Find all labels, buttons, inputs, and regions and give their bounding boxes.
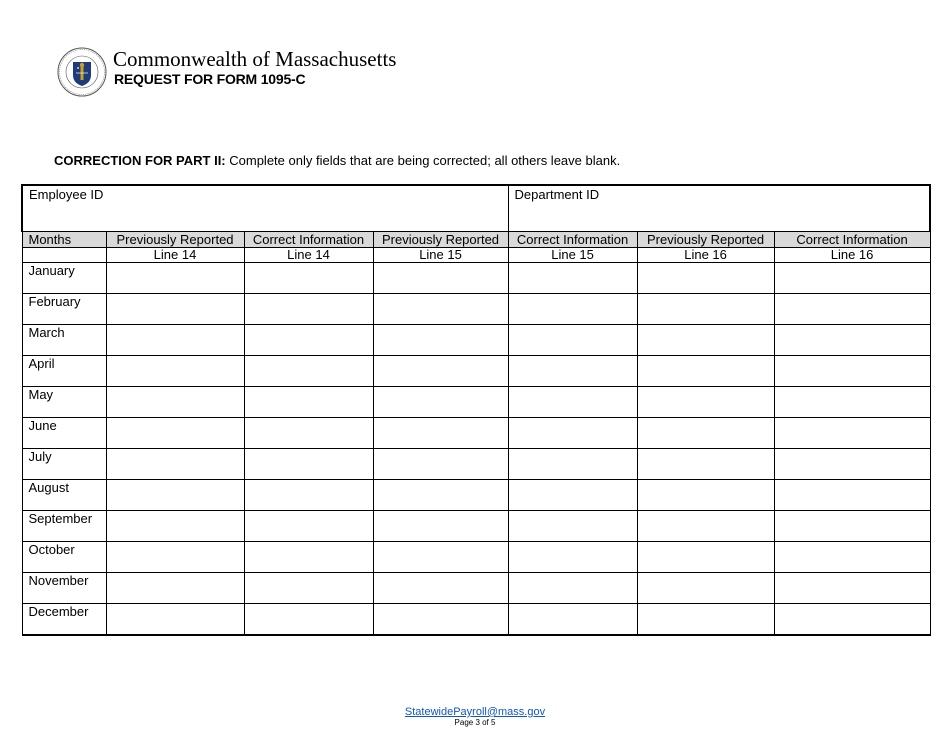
entry-cell[interactable] <box>508 263 637 294</box>
entry-cell[interactable] <box>373 294 508 325</box>
entry-cell[interactable] <box>373 356 508 387</box>
line-number-row <box>22 248 930 263</box>
month-label: December <box>22 604 106 636</box>
month-label: August <box>22 480 106 511</box>
entry-cell[interactable] <box>373 449 508 480</box>
entry-cell[interactable] <box>774 449 930 480</box>
entry-cell[interactable] <box>774 387 930 418</box>
organization-name: Commonwealth of Massachusetts <box>113 47 397 71</box>
entry-cell[interactable] <box>106 511 244 542</box>
entry-cell[interactable] <box>774 480 930 511</box>
month-label: January <box>22 263 106 294</box>
entry-cell[interactable] <box>508 449 637 480</box>
col-header-4: Correct Information <box>508 232 637 248</box>
entry-cell[interactable] <box>373 325 508 356</box>
entry-cell[interactable] <box>106 387 244 418</box>
month-row <box>22 542 930 573</box>
entry-cell[interactable] <box>373 480 508 511</box>
entry-cell[interactable] <box>106 573 244 604</box>
entry-cell[interactable] <box>244 604 373 636</box>
entry-cell[interactable] <box>637 356 774 387</box>
month-label: February <box>22 294 106 325</box>
month-row <box>22 449 930 480</box>
col-header-2: Correct Information <box>244 232 373 248</box>
entry-cell[interactable] <box>508 573 637 604</box>
entry-cell[interactable] <box>106 263 244 294</box>
instruction-text <box>54 153 620 168</box>
entry-cell[interactable] <box>373 573 508 604</box>
entry-cell[interactable] <box>508 387 637 418</box>
entry-cell[interactable] <box>774 604 930 636</box>
footer-email-link[interactable]: StatewidePayroll@mass.gov <box>404 706 546 718</box>
month-label: March <box>22 325 106 356</box>
entry-cell[interactable] <box>106 542 244 573</box>
month-label: April <box>22 356 106 387</box>
entry-cell[interactable] <box>244 573 373 604</box>
entry-cell[interactable] <box>106 325 244 356</box>
entry-cell[interactable] <box>106 356 244 387</box>
entry-cell[interactable] <box>244 449 373 480</box>
entry-cell[interactable] <box>774 263 930 294</box>
id-row <box>22 185 930 232</box>
month-rows <box>22 263 930 636</box>
entry-cell[interactable] <box>637 542 774 573</box>
entry-cell[interactable] <box>244 480 373 511</box>
form-title: REQUEST FOR FORM 1095-C <box>114 71 306 87</box>
correction-table <box>21 184 931 636</box>
col-line-6: Line 16 <box>774 248 930 263</box>
entry-cell[interactable] <box>637 263 774 294</box>
month-row <box>22 573 930 604</box>
month-row <box>22 418 930 449</box>
instruction-body: Complete only fields that are being corrected; all others leave blank. <box>225 153 621 168</box>
employee-id-field[interactable] <box>22 185 508 232</box>
entry-cell[interactable] <box>508 542 637 573</box>
line-blank <box>22 248 106 263</box>
col-header-6: Correct Information <box>774 232 930 248</box>
entry-cell[interactable] <box>508 294 637 325</box>
entry-cell[interactable] <box>774 294 930 325</box>
month-row <box>22 604 930 636</box>
col-line-1: Line 14 <box>106 248 244 263</box>
entry-cell[interactable] <box>774 511 930 542</box>
entry-cell[interactable] <box>637 325 774 356</box>
month-label: October <box>22 542 106 573</box>
month-row <box>22 480 930 511</box>
entry-cell[interactable] <box>373 387 508 418</box>
month-row <box>22 263 930 294</box>
entry-cell[interactable] <box>106 480 244 511</box>
month-row <box>22 387 930 418</box>
entry-cell[interactable] <box>774 542 930 573</box>
month-row <box>22 325 930 356</box>
entry-cell[interactable] <box>244 511 373 542</box>
massachusetts-seal-icon <box>57 47 107 97</box>
entry-cell[interactable] <box>508 356 637 387</box>
column-header-row <box>22 232 930 248</box>
month-label: November <box>22 573 106 604</box>
month-label: June <box>22 418 106 449</box>
entry-cell[interactable] <box>774 356 930 387</box>
entry-cell[interactable] <box>244 356 373 387</box>
instruction-bold: CORRECTION FOR PART II: <box>54 153 226 168</box>
entry-cell[interactable] <box>774 325 930 356</box>
entry-cell[interactable] <box>637 573 774 604</box>
footer-page-number: Page 3 of 5 <box>454 718 496 727</box>
department-id-label: Department ID <box>514 187 600 202</box>
entry-cell[interactable] <box>637 294 774 325</box>
entry-cell[interactable] <box>373 604 508 636</box>
entry-cell[interactable] <box>106 294 244 325</box>
month-row <box>22 511 930 542</box>
entry-cell[interactable] <box>637 387 774 418</box>
months-header: Months <box>22 232 106 248</box>
entry-cell[interactable] <box>774 573 930 604</box>
employee-id-label: Employee ID <box>29 187 104 202</box>
col-line-4: Line 15 <box>508 248 637 263</box>
col-header-3: Previously Reported <box>373 232 508 248</box>
entry-cell[interactable] <box>373 263 508 294</box>
entry-cell[interactable] <box>637 604 774 636</box>
entry-cell[interactable] <box>244 263 373 294</box>
entry-cell[interactable] <box>508 418 637 449</box>
entry-cell[interactable] <box>244 418 373 449</box>
entry-cell[interactable] <box>637 418 774 449</box>
entry-cell[interactable] <box>637 511 774 542</box>
entry-cell[interactable] <box>508 325 637 356</box>
col-line-5: Line 16 <box>637 248 774 263</box>
month-label: July <box>22 449 106 480</box>
entry-cell[interactable] <box>373 542 508 573</box>
entry-cell[interactable] <box>637 480 774 511</box>
col-header-1: Previously Reported <box>106 232 244 248</box>
department-id-field[interactable] <box>508 185 930 232</box>
month-row <box>22 294 930 325</box>
entry-cell[interactable] <box>244 325 373 356</box>
col-header-5: Previously Reported <box>637 232 774 248</box>
entry-cell[interactable] <box>106 604 244 636</box>
entry-cell[interactable] <box>106 449 244 480</box>
month-row <box>22 356 930 387</box>
entry-cell[interactable] <box>244 542 373 573</box>
month-label: September <box>22 511 106 542</box>
entry-cell[interactable] <box>106 418 244 449</box>
entry-cell[interactable] <box>774 418 930 449</box>
entry-cell[interactable] <box>508 480 637 511</box>
entry-cell[interactable] <box>244 387 373 418</box>
entry-cell[interactable] <box>508 604 637 636</box>
col-line-2: Line 14 <box>244 248 373 263</box>
col-line-3: Line 15 <box>373 248 508 263</box>
entry-cell[interactable] <box>244 294 373 325</box>
entry-cell[interactable] <box>637 449 774 480</box>
entry-cell[interactable] <box>373 511 508 542</box>
entry-cell[interactable] <box>508 511 637 542</box>
entry-cell[interactable] <box>373 418 508 449</box>
month-label: May <box>22 387 106 418</box>
